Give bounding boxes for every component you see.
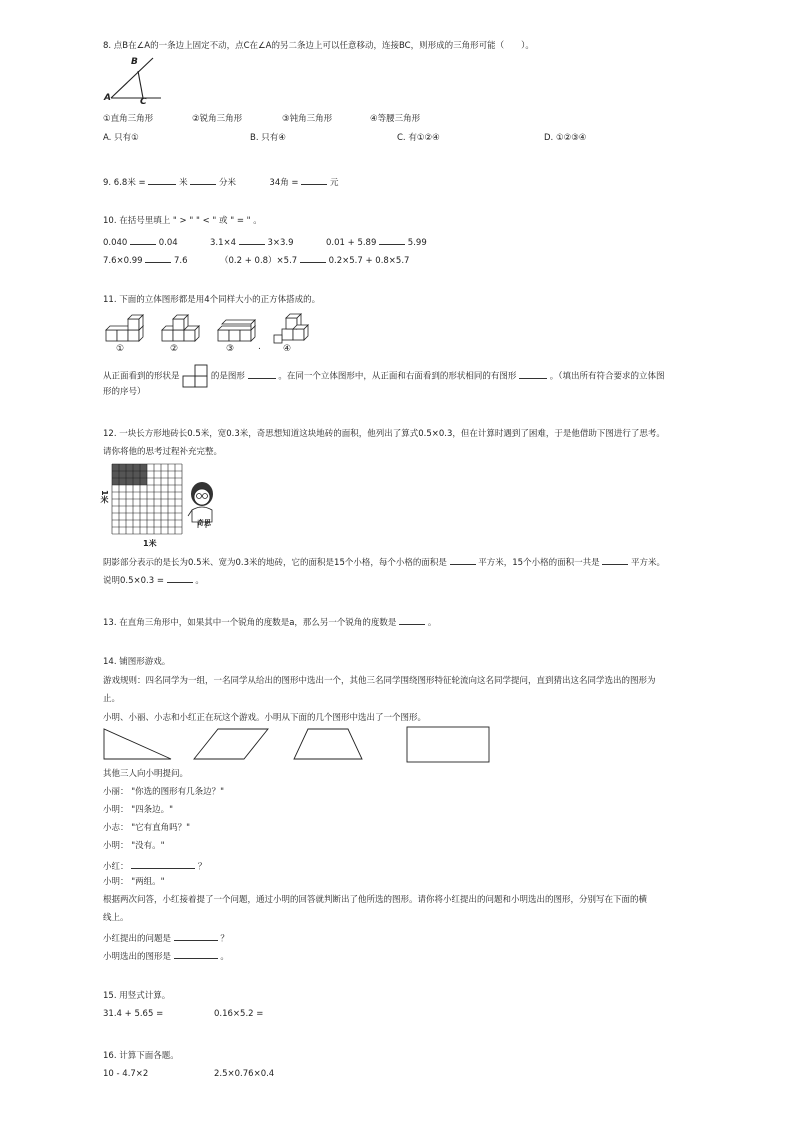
q14-line-3: 小明、小丽、小志和小红正在玩这个游戏。小明从下面的几个图形中选出了一个图形。 bbox=[103, 713, 427, 723]
q12-x-label: 1米 bbox=[143, 539, 157, 548]
q8-option-4: ④等腰三角形 bbox=[370, 114, 421, 124]
q11-figure-1 bbox=[104, 312, 149, 344]
q14-blank-question[interactable] bbox=[131, 860, 195, 869]
q12-blank-2[interactable] bbox=[602, 556, 628, 565]
q12-blank-3[interactable] bbox=[167, 574, 193, 583]
q10-item-5 bbox=[220, 254, 409, 266]
q12-line-1: 12. 一块长方形地砖长0.5米，宽0.3米，奇思想知道这块地砖的面积，他列出了算式0.5×0.3，但在计算时遇到了困难，于是他借助下图进行了思考。 bbox=[103, 429, 665, 439]
q12-line-2: 请你将他的思考过程补充完整。 bbox=[103, 447, 223, 457]
q9-part3: 分米 bbox=[218, 178, 236, 188]
q16-expr-2: 2.5×0.76×0.4 bbox=[214, 1069, 275, 1079]
q13-line bbox=[103, 616, 436, 628]
q12-grid-figure bbox=[110, 462, 190, 536]
q9-blank-3[interactable] bbox=[301, 176, 327, 185]
q10-item-4-left: 7.6×0.99 bbox=[103, 256, 143, 266]
q14-answer-1-end: ？ bbox=[220, 934, 229, 944]
q14-ask: 其他三人向小明提问。 bbox=[103, 769, 189, 779]
q14-dialog-4: 小明： "没有。" bbox=[103, 841, 165, 851]
q11-label-2: ② bbox=[170, 344, 179, 354]
q14-answer-2-end: 。 bbox=[220, 952, 229, 962]
q8-option-3: ③钝角三角形 bbox=[282, 114, 333, 124]
q8-stem: 8. 点B在∠A的一条边上固定不动，点C在∠A的另二条边上可以任意移动，连接BC，则形成的三角形可能（ ）。 bbox=[103, 41, 534, 51]
q11-blank-1[interactable] bbox=[248, 370, 276, 379]
q12-y-label: 1米 bbox=[100, 490, 109, 504]
q11-dot: . bbox=[258, 342, 261, 352]
q12-line-3-a: 阴影部分表示的是长为0.5米、宽为0.3米的地砖，它的面积是15个小格，每个小格的面积是 bbox=[103, 558, 447, 568]
q11-line-1-d: 。（填出所有符合要求的立体图 bbox=[549, 371, 665, 382]
q15-expr-1: 31.4 + 5.65 = bbox=[103, 1009, 164, 1019]
q15-title: 15. 用竖式计算。 bbox=[103, 991, 171, 1001]
q11-line-2: 形的序号） bbox=[103, 387, 146, 397]
q10-blank-3[interactable] bbox=[379, 236, 405, 245]
q10-item-4-right: 7.6 bbox=[173, 256, 188, 266]
q10-blank-4[interactable] bbox=[145, 254, 171, 263]
q12-line-4-b: 。 bbox=[195, 576, 204, 586]
q12-shaded-region bbox=[112, 464, 147, 485]
q8-label-a: A bbox=[104, 93, 111, 103]
q8-label-b: B bbox=[131, 57, 138, 67]
q15-expr-2: 0.16×5.2 = bbox=[214, 1009, 264, 1019]
q14-title: 14. 铺图形游戏。 bbox=[103, 657, 171, 667]
q12-line-3 bbox=[103, 556, 665, 568]
q9-part5: 元 bbox=[329, 178, 339, 188]
q14-blank-1[interactable] bbox=[174, 932, 218, 941]
q11-line-1 bbox=[103, 364, 665, 388]
q10-item-2-left: 3.1×4 bbox=[210, 238, 237, 248]
q9-line bbox=[103, 176, 338, 188]
q14-answer-2-text: 小明选出的图形是 bbox=[103, 952, 172, 962]
q14-shape-parallelogram bbox=[194, 729, 268, 759]
q14-shape-rectangle bbox=[407, 727, 489, 762]
q12-line-3-b: 平方米，15个小格的面积一共是 bbox=[478, 558, 600, 568]
q11-line-1-c: 。在同一个立体图形中，从正面和右面看到的形状相同的有图形 bbox=[278, 371, 517, 382]
q8-choice-c: C. 有①②④ bbox=[397, 133, 440, 143]
q8-choice-a: A. 只有① bbox=[103, 133, 139, 143]
q14-dialog-1: 小丽： "你选的图形有几条边？" bbox=[103, 787, 225, 797]
q13-blank[interactable] bbox=[399, 616, 425, 625]
q11-label-1: ① bbox=[116, 344, 125, 354]
q11-figure-2 bbox=[160, 307, 200, 345]
q8-label-c: C bbox=[140, 97, 147, 107]
q14-dialog-3: 小志： "它有直角吗？" bbox=[103, 823, 191, 833]
q10-blank-2[interactable] bbox=[239, 236, 265, 245]
q14-dialog-6: 小明： "两组。" bbox=[103, 877, 165, 887]
q11-label-3: ③ bbox=[226, 344, 235, 354]
q12-line-3-c: 平方米。 bbox=[631, 558, 666, 568]
q10-blank-1[interactable] bbox=[130, 236, 156, 245]
q9-blank-2[interactable] bbox=[190, 176, 216, 185]
q13-text: 13. 在直角三角形中，如果其中一个锐角的度数是a，那么另一个锐角的度数是 bbox=[103, 618, 397, 628]
q14-rule-1: 游戏规则：四名同学为一组，一名同学从给出的图形中选出一个，其他三名同学围绕图形特征轮流向这名同学提问，直到猜出这名同学选出的图形为 bbox=[103, 676, 656, 686]
q10-item-1 bbox=[103, 236, 178, 248]
q9-blank-1[interactable] bbox=[148, 176, 176, 185]
q14-dialog-5-end: ？ bbox=[197, 862, 207, 872]
q14-para-1: 根据两次问答，小红接着提了一个问题，通过小明的回答就判断出了他所选的图形。请你将小红提出的问题和小明选出的图形，分别写在下面的横 bbox=[103, 895, 648, 905]
q8-choice-d: D. ①②③④ bbox=[544, 133, 587, 143]
q9-part1: 9. 6.8米 = bbox=[103, 178, 146, 188]
q16-title: 16. 计算下面各题。 bbox=[103, 1051, 179, 1061]
q12-line-4-a: 说明0.5×0.3 = bbox=[103, 576, 164, 586]
q11-blank-2[interactable] bbox=[519, 370, 547, 379]
q10-item-5-left: （0.2 + 0.8）×5.7 bbox=[220, 256, 298, 266]
q12-line-4 bbox=[103, 574, 204, 586]
q11-line-1-a: 从正面看到的形状是 bbox=[103, 371, 180, 382]
q8-option-1: ①直角三角形 bbox=[103, 114, 154, 124]
q11-front-view-icon bbox=[182, 364, 208, 388]
q14-dialog-2: 小明： "四条边。" bbox=[103, 805, 174, 815]
q14-shapes bbox=[103, 725, 493, 765]
q10-item-5-right: 0.2×5.7 + 0.8×5.7 bbox=[328, 256, 410, 266]
q11-label-4: ④ bbox=[283, 344, 292, 354]
q10-item-3-right: 5.99 bbox=[407, 238, 427, 248]
q16-expr-1: 10 - 4.7×2 bbox=[103, 1069, 149, 1079]
q13-end: 。 bbox=[427, 618, 437, 628]
q10-blank-5[interactable] bbox=[300, 254, 326, 263]
q9-part4: 34角 = bbox=[269, 178, 299, 188]
q14-answer-1 bbox=[103, 932, 229, 944]
q14-para-2: 线上。 bbox=[103, 913, 129, 923]
q14-dialog-5-speaker: 小红： bbox=[103, 862, 129, 872]
q10-item-3 bbox=[326, 236, 427, 248]
q12-character-name: 奇思 bbox=[197, 519, 211, 527]
q14-shape-right-triangle bbox=[104, 729, 171, 759]
q10-item-2-right: 3×3.9 bbox=[267, 238, 294, 248]
q11-line-1-b: 的是图形 bbox=[210, 371, 245, 382]
q10-item-2 bbox=[210, 236, 294, 248]
q10-item-1-left: 0.040 bbox=[103, 238, 128, 248]
q14-answer-2 bbox=[103, 950, 229, 962]
q8-option-2: ②锐角三角形 bbox=[192, 114, 243, 124]
q10-item-4 bbox=[103, 254, 188, 266]
q14-answer-1-text: 小红提出的问题是 bbox=[103, 934, 172, 944]
q9-part2: 米 bbox=[179, 178, 188, 188]
q14-rule-2: 止。 bbox=[103, 694, 121, 704]
q10-item-1-right: 0.04 bbox=[158, 238, 178, 248]
q14-dialog-5 bbox=[103, 860, 206, 872]
q11-stem: 11. 下面的立体图形都是用4个同样大小的正方体搭成的。 bbox=[103, 295, 321, 305]
q11-figure-3 bbox=[216, 318, 256, 345]
q8-choice-b: B. 只有④ bbox=[250, 133, 286, 143]
q14-shape-trapezoid bbox=[294, 729, 362, 759]
q12-blank-1[interactable] bbox=[450, 556, 476, 565]
q14-blank-2[interactable] bbox=[174, 950, 218, 959]
q10-stem: 10. 在括号里填上 " > " " < " 或 " = " 。 bbox=[103, 216, 262, 226]
q10-item-3-left: 0.01 + 5.89 bbox=[326, 238, 377, 248]
q11-figure-4 bbox=[272, 305, 316, 345]
